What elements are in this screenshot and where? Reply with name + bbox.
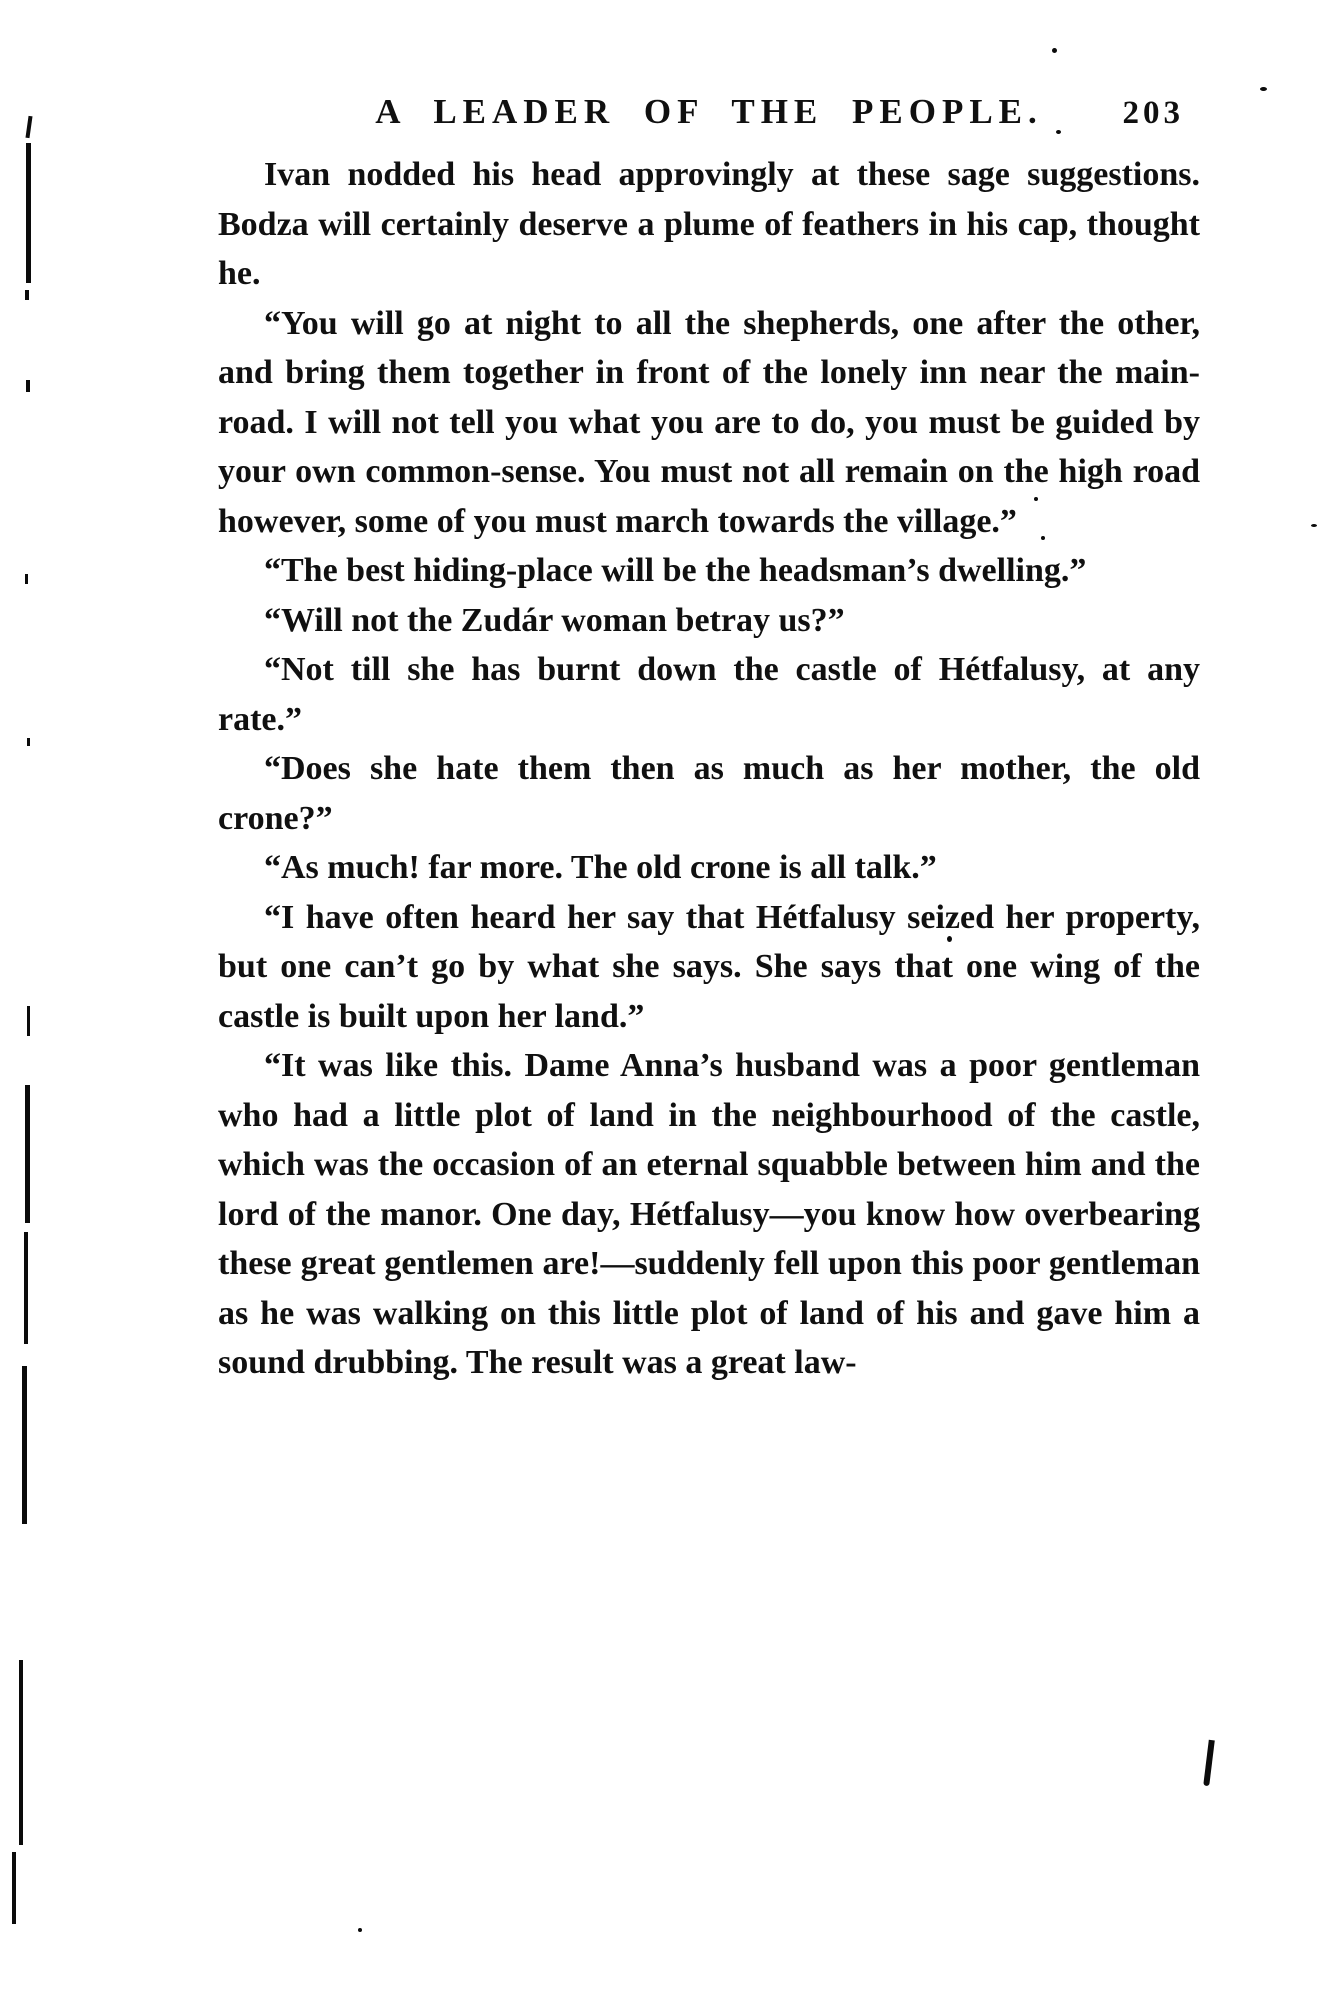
paragraph: “You will go at night to all the shepherds, one after the other, and bring them together in front of the lonely inn near the main-road. I will not tell you what you are to do, you must be guided by your own common-sense. You must not all remain on the high road however, some of you must march towards the village.” — [218, 304, 1200, 540]
paragraph: “Does she hate them then as much as her mother, the old crone?” — [218, 750, 1200, 837]
scan-artifact-speck — [358, 1928, 362, 1932]
running-header — [218, 92, 1200, 142]
paragraph: “The best hiding-place will be the headsman’s dwelling.” — [264, 552, 1087, 589]
scan-artifact-left-tick — [25, 116, 32, 138]
scan-artifact-left-line — [19, 1660, 23, 1845]
paragraph: “Will not the Zudár woman betray us?” — [264, 601, 845, 639]
scan-artifact-left-line — [27, 1006, 30, 1036]
scan-artifact-speck — [947, 936, 952, 942]
scan-artifact-left-dot — [25, 574, 28, 584]
scan-artifact-left-line — [25, 1085, 30, 1223]
scan-artifact-left-line — [26, 143, 31, 283]
body-text — [218, 150, 1200, 1388]
scan-artifact-speck — [1056, 130, 1061, 134]
scan-artifact-speck — [1260, 87, 1267, 91]
scan-artifact-left-dot — [27, 738, 30, 746]
scan-artifact-left-line — [22, 1366, 27, 1524]
scan-artifact-left-dot — [25, 290, 29, 300]
paragraph: “As much! far more. The old crone is all talk.” — [264, 849, 937, 886]
scan-artifact-speck — [1311, 524, 1317, 527]
scan-artifact-speck — [1034, 497, 1038, 501]
page-number: 203 — [1122, 95, 1184, 131]
page-title: A LEADER OF THE PEOPLE. — [375, 92, 1043, 131]
scan-artifact-left-dot — [26, 380, 30, 392]
scan-artifact-speck — [1041, 536, 1045, 540]
scan-artifact-left-line — [24, 1232, 28, 1344]
paragraph: “Not till she has burnt down the castle of Hétfalusy, at any rate.” — [218, 651, 1200, 738]
paragraph: “It was like this. Dame Anna’s husband was a poor gentleman who had a little plot of land in the neighbourhood of the castle, which was the occasion of an eternal squabble between him and the lord of the manor. One day, Hétfalusy—you know how overbearing these great gentlemen are!—suddenly fell upon this poor gentleman as he was walking on this little plot of land of his and gave him a sound drubbing. The result was a great law- — [218, 1047, 1200, 1381]
scan-artifact-left-line — [12, 1852, 16, 1924]
scan-artifact-hook — [1203, 1740, 1215, 1786]
scan-artifact-speck — [1052, 48, 1057, 53]
paragraph: “I have often heard her say that Hétfalusy seized her property, but one can’t go by what she says. She says that one wing of the castle is built upon her land.” — [218, 898, 1200, 1035]
paragraph: Ivan nodded his head approvingly at these sage suggestions. Bodza will certainly deserve a plume of feathers in his cap, thought he. — [218, 156, 1200, 292]
